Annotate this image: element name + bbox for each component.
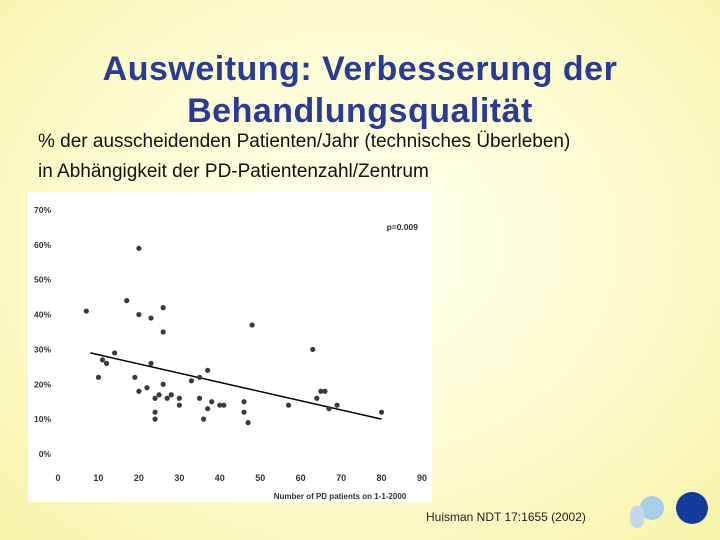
trendline [90,353,381,419]
y-tick-label: 0% [38,449,51,459]
x-tick-label: 30 [174,473,185,483]
data-point [221,403,226,408]
x-tick-label: 50 [255,473,266,483]
data-point [209,399,214,404]
data-point [189,378,194,383]
subtitle-line-2: in Abhängigkeit der PD-Patientenzahl/Zentrum [38,161,429,182]
x-tick-label: 20 [133,473,144,483]
y-tick-label: 60% [33,239,51,250]
chart-svg [28,192,432,502]
x-tick-label: 0 [55,473,61,483]
decorative-circle-3 [630,506,644,528]
data-point [169,392,174,397]
data-point [100,357,105,362]
x-tick-label: 70 [336,473,347,483]
data-point [201,417,206,422]
data-point [157,392,162,397]
data-point [161,329,166,334]
x-tick-label: 40 [214,473,225,483]
data-point [245,420,250,425]
subtitle-line-1: % der ausscheidenden Patienten/Jahr (technisches Überleben) [38,131,571,152]
x-tick-label: 60 [295,473,306,483]
y-tick-label: 70% [33,205,51,215]
data-point [241,410,246,415]
data-point [322,389,327,394]
data-point [310,347,315,352]
data-point [205,406,210,411]
data-point [132,375,137,380]
y-tick-label: 50% [33,274,51,285]
data-point [152,417,157,422]
data-point [314,396,319,401]
data-point [152,410,157,415]
data-point [161,305,166,310]
data-point [96,375,101,380]
data-point [136,312,141,317]
data-point [161,382,166,387]
data-point [152,396,157,401]
data-point [136,389,141,394]
data-point [379,410,384,415]
x-axis-label: Number of PD patients on 1-1-2000 [273,492,407,501]
slide-title: Ausweitung: Verbesserung der Behandlungsqualität [102,50,618,130]
data-point [250,322,255,327]
y-tick-label: 40% [33,309,51,320]
slide-subtitle [38,127,718,187]
data-point [112,350,117,355]
data-point [177,396,182,401]
y-tick-label: 10% [33,414,51,425]
data-point [177,403,182,408]
p-value-annotation: p=0.009 [386,222,418,232]
x-tick-label: 90 [416,473,428,483]
x-tick-label: 80 [376,473,387,483]
scatter-chart [28,192,432,502]
data-point [124,298,129,303]
data-point [148,315,153,320]
decorative-circle-2 [676,492,708,524]
data-point [205,368,210,373]
data-point [165,396,170,401]
data-point [136,246,141,251]
y-tick-label: 20% [33,379,51,390]
data-point [197,375,202,380]
data-point [144,385,149,390]
citation: Huisman NDT 17:1655 (2002) [426,510,586,524]
data-point [84,308,89,313]
data-point [286,403,291,408]
x-tick-label: 10 [93,473,104,483]
data-point [326,406,331,411]
data-point [197,396,202,401]
data-point [104,361,109,366]
data-point [148,361,153,366]
data-point [334,403,339,408]
y-tick-label: 30% [33,344,51,355]
data-point [241,399,246,404]
